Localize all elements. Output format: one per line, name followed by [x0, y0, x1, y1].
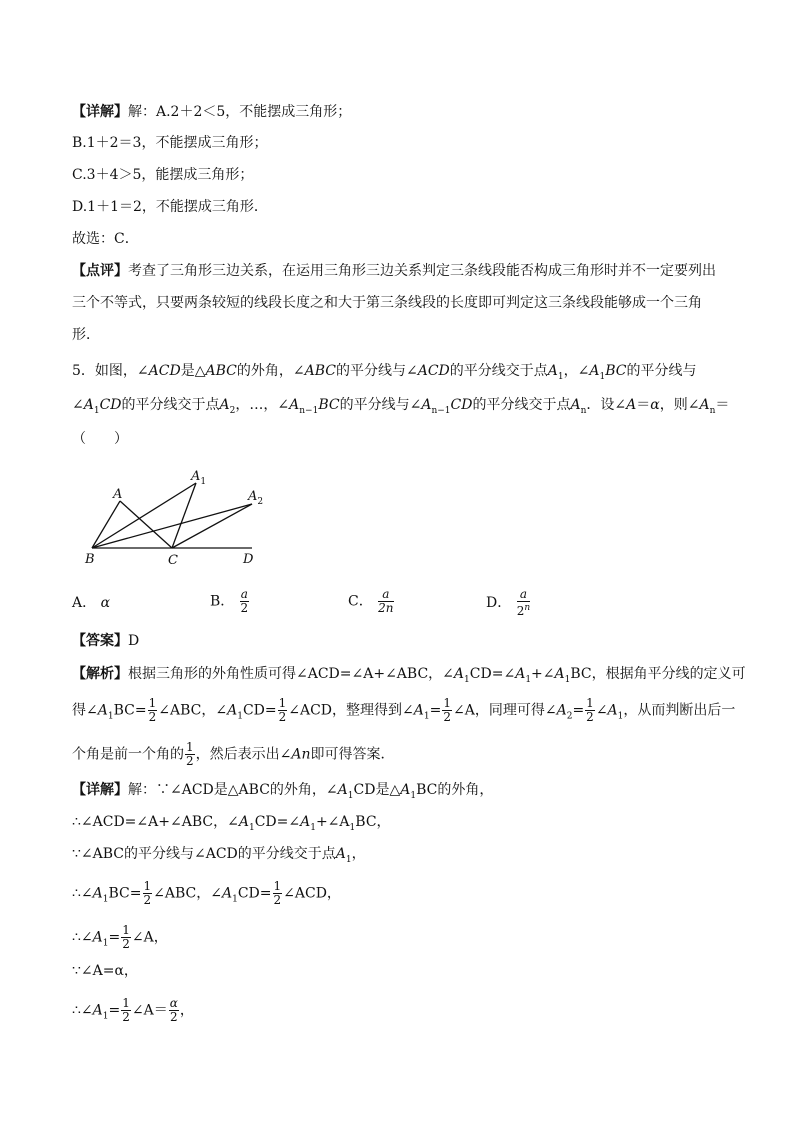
segment-CA2: [172, 504, 252, 548]
option-b[interactable]: B． $\frac{a}{2}$: [210, 587, 249, 615]
option-c[interactable]: C． $\frac{a}{2n}$: [348, 587, 394, 615]
analysis-line-2: 得$\angle A_1BC=$ $\frac{1}{2}$ ∠ABC，$\angle A_1CD=$ $\frac{1}{2}$ ∠ACD，整理得到$\angle A_1=$ $\frac{1}{2}$ ∠A，同理可得$\angle A_2=$ $\frac{1}{2}$ $\angle A_1$，从而判断出后一: [72, 696, 736, 724]
segment-BA1: [92, 483, 196, 548]
label-D: D: [243, 552, 254, 567]
detail2-line-1: 【详解】解：∵∠ACD是△ABC的外角，$\angle A_1CD$是$\triangle A_1BC$的外角，: [72, 782, 494, 801]
detail-line-4: D.1＋1＝2，不能摆成三角形．: [72, 199, 268, 215]
detail2-line-7: $\therefore\angle A_1=$ $\frac{1}{2}$ ∠A＝ $\frac{\alpha}{2}$ ，: [72, 996, 194, 1024]
review-line-1: 【点评】考查了三角形三边关系，在运用三角形三边关系判定三条线段能否构成三角形时并不一定要列出: [72, 263, 716, 279]
review-tag: 【点评】: [72, 263, 128, 279]
detail-line-2: B.1＋2＝3，不能摆成三角形；: [72, 135, 268, 151]
triangle-figure: [80, 466, 280, 571]
option-d[interactable]: D． $\frac{a}{2^n}$: [486, 587, 531, 618]
answer-line: 【答案】D: [72, 633, 140, 649]
detail2-line-2: ∴∠ACD=∠A+∠ABC，$\angle A_1CD=\angle A_1+\angle A_1BC$，: [72, 814, 391, 833]
analysis-line-3: 个角是前一个角的 $\frac{1}{2}$ ，然后表示出∠An即可得答案．: [72, 740, 395, 768]
question-line-1: 5．如图，∠ACD是△ABC的外角，∠ABC的平分线与∠ACD的平分线交于点$A_1$，$\angle A_1BC$的平分线与: [72, 363, 697, 382]
detail-line-3: C.3＋4＞5，能摆成三角形；: [72, 167, 254, 183]
segment-CA1: [172, 483, 196, 548]
label-C: C: [168, 553, 178, 568]
segment-BA2: [92, 504, 252, 548]
analysis-line-1: 【解析】根据三角形的外角性质可得∠ACD=∠A+∠ABC，$\angle A_1CD=\angle A_1+\angle A_1BC$，根据角平分线的定义可: [72, 666, 746, 685]
review-line-3: 形．: [72, 327, 100, 343]
detail2-line-3: ∵∠ABC的平分线与∠ACD的平分线交于点$A_1$，: [72, 846, 366, 865]
review-line-2: 三个不等式，只要两条较短的线段长度之和大于第三条线段的长度即可判定这三条线段能够成一个三角: [72, 295, 702, 311]
label-B: B: [85, 552, 95, 567]
detail-line-1: 【详解】解：A.2＋2＜5，不能摆成三角形；: [72, 104, 352, 120]
question-line-2: $\angle A_1CD$的平分线交于点$A_2$，…，$\angle A_{n-1}BC$的平分线与$\angle A_{n-1}CD$的平分线交于点$A_n$．设∠A＝α，则$\angle A_n=$: [72, 397, 730, 416]
detail2-line-4: $\therefore\angle A_1BC=$ $\frac{1}{2}$ ∠ABC，$\angle A_1CD=$ $\frac{1}{2}$ ∠ACD，: [72, 879, 341, 907]
detail-tag: 【详解】: [72, 104, 128, 120]
detail2-line-5: $\therefore\angle A_1=$ $\frac{1}{2}$ ∠A，: [72, 923, 168, 951]
option-a[interactable]: A． α: [72, 595, 111, 611]
label-A2: $A_2$: [248, 489, 264, 507]
label-A: A: [113, 487, 123, 502]
segment-AC: [120, 501, 172, 548]
detail2-line-6: ∵∠A=α，: [72, 963, 138, 979]
question-blank: （ ）: [72, 431, 128, 447]
label-A1: $A_1$: [191, 469, 207, 487]
detail-line-5: 故选：C．: [72, 231, 139, 247]
